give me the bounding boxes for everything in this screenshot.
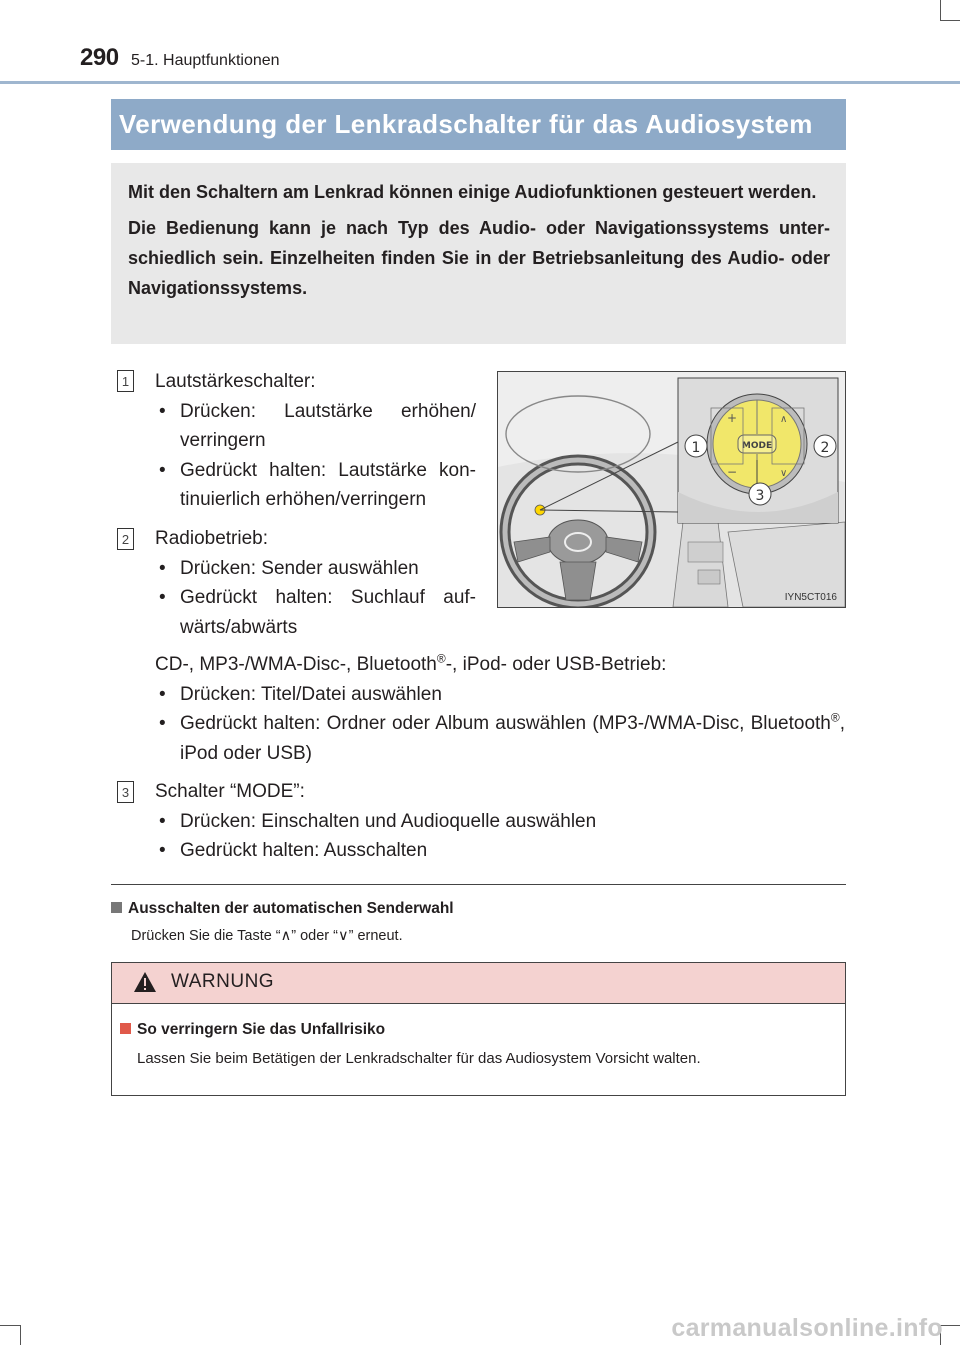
watermark: carmanualsonline.info [671,1314,943,1342]
registered-mark: ® [436,651,446,666]
section-divider [111,884,846,885]
item-cd-mode [155,650,845,768]
cd-label-text: CD-, MP3-/WMA-Disc-, Bluetooth [155,654,437,675]
bullet-text: • Drücken: Titel/Datei auswählen [155,680,845,710]
intro-paragraph: Die Bedienung kann je nach Typ des Audio- oder Navigationssystems unter-schiedlich sein. Einzelheiten finden Sie in der Betriebsanleitung des Audio- oder Navigationssystems. [128,218,830,298]
callout-1 [685,435,707,457]
square-bullet-icon [120,1023,131,1034]
page-title: Verwendung der Lenkradschalter für das Audiosystem [111,99,846,150]
mode-button-label: MODE [741,441,773,451]
item-label: Schalter “MODE”: [155,781,305,802]
crop-mark [940,20,960,21]
bullet-text: • Gedrückt halten: Ausschalten [155,836,845,866]
warning-triangle-icon [133,971,157,993]
callout-number: 1 [691,440,701,456]
bullet-text: • Drücken: Einschalten und Audioquelle auswählen [155,807,845,837]
bullet-text: • Drücken: Lautstärke erhöhen/ verringern [155,397,476,456]
bullet-text: • Gedrückt halten: Suchlauf auf-wärts/abwärts [155,583,476,642]
crop-mark [0,1325,20,1326]
item-volume-switch [155,367,476,515]
bullet-text: • Gedrückt halten: Lautstärke kon-tinuierlich erhöhen/verringern [155,456,476,515]
warning-header [112,963,845,1004]
item-label: Lautstärkeschalter: [155,371,316,392]
note-heading [111,900,454,918]
warning-title: WARNUNG [171,971,275,992]
callout-3 [749,483,771,505]
item-radio-mode [155,524,476,642]
callout-number: 2 [820,440,830,456]
warning-text: Lassen Sie beim Betätigen der Lenkradschalter für das Audiosystem Vorsicht walten. [137,1050,701,1067]
note-heading-text: Ausschalten der automatischen Senderwahl [128,900,454,917]
warning-subheading-text: So verringern Sie das Unfallrisiko [137,1021,386,1038]
section-label: 5-1. Hauptfunktionen [131,52,280,69]
header-divider [0,81,960,84]
intro-paragraph: Mit den Schaltern am Lenkrad können einige Audiofunktionen gesteuert werden. [128,182,817,202]
warning-box [111,962,846,1096]
steering-wheel-figure [497,371,846,608]
svg-text:−: − [727,465,738,479]
callout-2 [814,435,836,457]
item-label [155,650,845,680]
crop-mark [20,1325,21,1345]
bullet-text [155,709,845,768]
crop-mark [940,0,941,20]
note-text: Drücken Sie die Taste “∧” oder “∨” erneut. [131,928,403,944]
square-bullet-icon [111,902,122,913]
intro-box [111,163,846,344]
item-label: Radiobetrieb: [155,528,269,549]
svg-text:∨: ∨ [780,468,788,479]
svg-text:∧: ∧ [780,414,788,425]
cd-label-text: -, iPod- oder USB-Betrieb: [445,654,667,675]
svg-text:+: + [727,411,738,425]
steering-wheel-illustration [498,372,845,607]
bullet-text-part: , iPod oder USB) [180,713,845,764]
bullet-text: • Drücken: Sender auswählen [155,554,476,584]
item-number-3: 3 [117,781,134,803]
page-number: 290 [80,44,119,71]
item-mode-switch [155,777,845,866]
figure-code: IYN5CT016 [784,592,837,603]
item-number-2: 2 [117,528,134,550]
crop-mark [940,1325,960,1326]
registered-mark: ® [830,710,840,725]
bullet-text-part: Gedrückt halten: Ordner oder Album auswählen (MP3-/WMA-Disc, Bluetooth [180,713,831,734]
warning-subheading [120,1021,385,1039]
item-number-1: 1 [117,370,134,392]
callout-number: 3 [755,488,765,504]
